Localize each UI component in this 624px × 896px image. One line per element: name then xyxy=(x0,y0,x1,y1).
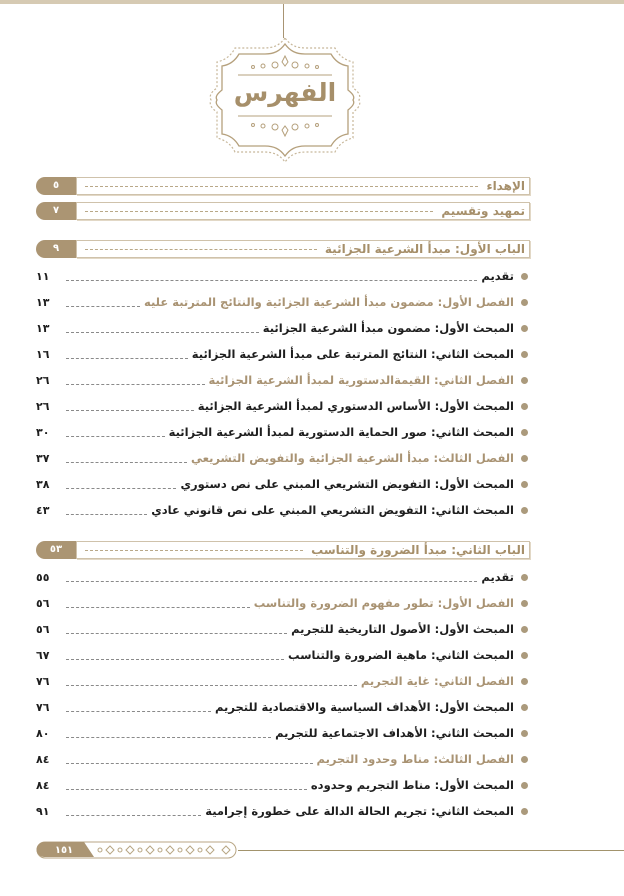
entry-label: الفصل الأول: تطور مفهوم الضرورة والتناسب xyxy=(253,596,514,610)
bullet-icon xyxy=(521,652,528,659)
bullet-icon xyxy=(521,507,528,514)
bullet-icon xyxy=(521,574,528,581)
entry-page-number: ٢٦ xyxy=(36,373,50,387)
leader-dots xyxy=(66,358,188,359)
entry-label: تقديم xyxy=(481,570,514,584)
page-number-tab: ٧ xyxy=(36,202,76,220)
bullet-icon xyxy=(521,351,528,358)
leader-dots xyxy=(66,306,140,307)
entry-page-number: ٥٥ xyxy=(36,570,50,584)
entry-label: المبحث الثاني: تجريم الحالة الدالة على خطورة إجرامية xyxy=(205,804,514,818)
leader-dots xyxy=(66,711,211,712)
leader-dots xyxy=(66,789,307,790)
bullet-icon xyxy=(521,299,528,306)
bullet-icon xyxy=(521,429,528,436)
toc-section-entry[interactable] xyxy=(36,422,528,442)
leader-dots xyxy=(66,514,147,515)
entry-page-number: ٥٦ xyxy=(36,622,50,636)
entry-page-number: ٨٤ xyxy=(36,778,50,792)
bullet-icon xyxy=(521,782,528,789)
leader-dots xyxy=(66,488,176,489)
page-number-tab: ٩ xyxy=(36,240,76,258)
box-label: الإهداء xyxy=(486,179,525,193)
entry-page-number: ٥٦ xyxy=(36,596,50,610)
toc-chapter-entry[interactable] xyxy=(36,671,528,691)
bullet-icon xyxy=(521,273,528,280)
entry-page-number: ٣٠ xyxy=(36,425,50,439)
entry-page-number: ٩١ xyxy=(36,804,50,818)
toc-chapter-entry[interactable] xyxy=(36,593,528,613)
leader-dots xyxy=(66,410,194,411)
bullet-icon xyxy=(521,600,528,607)
toc-section-entry[interactable] xyxy=(36,723,528,743)
toc-section-entry[interactable] xyxy=(36,645,528,665)
entry-label: الفصل الثالث: مناط وحدود التجريم xyxy=(316,752,514,766)
toc-section-entry[interactable] xyxy=(36,318,528,338)
bullet-icon xyxy=(521,704,528,711)
leader-dots xyxy=(66,815,201,816)
entry-page-number: ١٦ xyxy=(36,347,50,361)
toc-section-entry[interactable] xyxy=(36,474,528,494)
page-number-tab: ٥ xyxy=(36,177,76,195)
entry-label: المبحث الأول: مضمون مبدأ الشرعية الجزائية xyxy=(262,321,514,335)
entry-label: الفصل الثاني: غاية التجريم xyxy=(360,674,514,688)
entry-label: الفصل الثاني: القيمةالدستورية لمبدأ الشرعية الجزائية xyxy=(208,373,514,387)
toc-chapter-entry[interactable] xyxy=(36,749,528,769)
toc-box-intro[interactable] xyxy=(36,202,530,220)
toc-section-entry[interactable] xyxy=(36,801,528,821)
bullet-icon xyxy=(521,377,528,384)
bullet-icon xyxy=(521,730,528,737)
toc-chapter-entry[interactable] xyxy=(36,292,528,312)
toc-section-entry[interactable] xyxy=(36,619,528,639)
toc-section-entry[interactable] xyxy=(36,396,528,416)
part-header-2[interactable] xyxy=(36,541,530,559)
toc-chapter-entry[interactable] xyxy=(36,370,528,390)
entry-page-number: ١٣ xyxy=(36,295,50,309)
footer-rule xyxy=(238,850,624,851)
top-border-bar xyxy=(0,0,624,4)
entry-label: المبحث الأول: الأصول التاريخية للتجريم xyxy=(291,622,514,636)
part-label: الباب الثاني: مبدأ الضرورة والتناسب xyxy=(311,543,525,557)
toc-section-entry[interactable] xyxy=(36,697,528,717)
leader-dots xyxy=(66,737,271,738)
entry-label: المبحث الثاني: ماهية الضرورة والتناسب xyxy=(288,648,514,662)
part-header-1[interactable] xyxy=(36,240,530,258)
leader-dots xyxy=(66,581,477,582)
leader-dots xyxy=(66,607,250,608)
leader-dots xyxy=(66,685,357,686)
leader-dots xyxy=(66,462,187,463)
entry-page-number: ١١ xyxy=(36,269,50,283)
leader-dots xyxy=(66,280,477,281)
leader-dots xyxy=(66,763,313,764)
leader-dots xyxy=(66,384,205,385)
page-number-tab: ٥٣ xyxy=(36,541,76,559)
bullet-icon xyxy=(521,626,528,633)
entry-label: تقديم xyxy=(481,269,514,283)
entry-label: المبحث الأول: مناط التجريم وحدوده xyxy=(310,778,514,792)
page-title: الفهرس xyxy=(233,78,337,107)
page-number: ١٥١ xyxy=(54,845,74,856)
entry-label: الفصل الأول: مضمون مبدأ الشرعية الجزائية والنتائج المترتبة عليه xyxy=(144,295,514,309)
leader-dots xyxy=(85,211,433,212)
entry-page-number: ٧٦ xyxy=(36,674,50,688)
toc-intro-entry[interactable] xyxy=(36,567,528,587)
entry-label: المبحث الثاني: الأهداف الاجتماعية للتجريم xyxy=(275,726,514,740)
entry-label: المبحث الأول: الأهداف السياسية والاقتصادية للتجريم xyxy=(215,700,514,714)
bullet-icon xyxy=(521,455,528,462)
bullet-icon xyxy=(521,808,528,815)
toc-section-entry[interactable] xyxy=(36,775,528,795)
entry-label: المبحث الثاني: صور الحماية الدستورية لمبدأ الشرعية الجزائية xyxy=(168,425,514,439)
toc-section-entry[interactable] xyxy=(36,500,528,520)
leader-dots xyxy=(66,659,284,660)
bullet-icon xyxy=(521,403,528,410)
toc-box-dedication[interactable] xyxy=(36,177,530,195)
leader-dots xyxy=(66,436,165,437)
leader-dots xyxy=(66,332,259,333)
leader-dots xyxy=(85,186,478,187)
toc-section-entry[interactable] xyxy=(36,344,528,364)
entry-page-number: ٤٣ xyxy=(36,503,50,517)
bullet-icon xyxy=(521,481,528,488)
entry-page-number: ٣٨ xyxy=(36,477,50,491)
entry-label: المبحث الأول: التفويض التشريعي المبني على نص دستوري xyxy=(180,477,514,491)
box-label: تمهيد وتقسيم xyxy=(441,204,525,218)
entry-page-number: ٢٦ xyxy=(36,399,50,413)
entry-page-number: ٣٧ xyxy=(36,451,50,465)
toc-intro-entry[interactable] xyxy=(36,266,528,286)
leader-dots xyxy=(85,249,317,250)
bullet-icon xyxy=(521,325,528,332)
entry-page-number: ٨٠ xyxy=(36,726,50,740)
toc-chapter-entry[interactable] xyxy=(36,448,528,468)
entry-page-number: ٨٤ xyxy=(36,752,50,766)
entry-page-number: ١٣ xyxy=(36,321,50,335)
entry-page-number: ٧٦ xyxy=(36,700,50,714)
part-label: الباب الأول: مبدأ الشرعية الجزائية xyxy=(324,242,525,256)
entry-label: المبحث الثاني: التفويض التشريعي المبني على نص قانوني عادي xyxy=(151,503,514,517)
leader-dots xyxy=(66,633,287,634)
leader-dots xyxy=(85,550,303,551)
entry-label: الفصل الثالث: مبدأ الشرعية الجزائية والتفويض التشريعي xyxy=(190,451,514,465)
bullet-icon xyxy=(521,678,528,685)
entry-label: المبحث الأول: الأساس الدستوري لمبدأ الشرعية الجزائية xyxy=(197,399,514,413)
bullet-icon xyxy=(521,756,528,763)
entry-label: المبحث الثاني: النتائج المترتبة على مبدأ الشرعية الجزائية xyxy=(191,347,514,361)
entry-page-number: ٦٧ xyxy=(36,648,50,662)
